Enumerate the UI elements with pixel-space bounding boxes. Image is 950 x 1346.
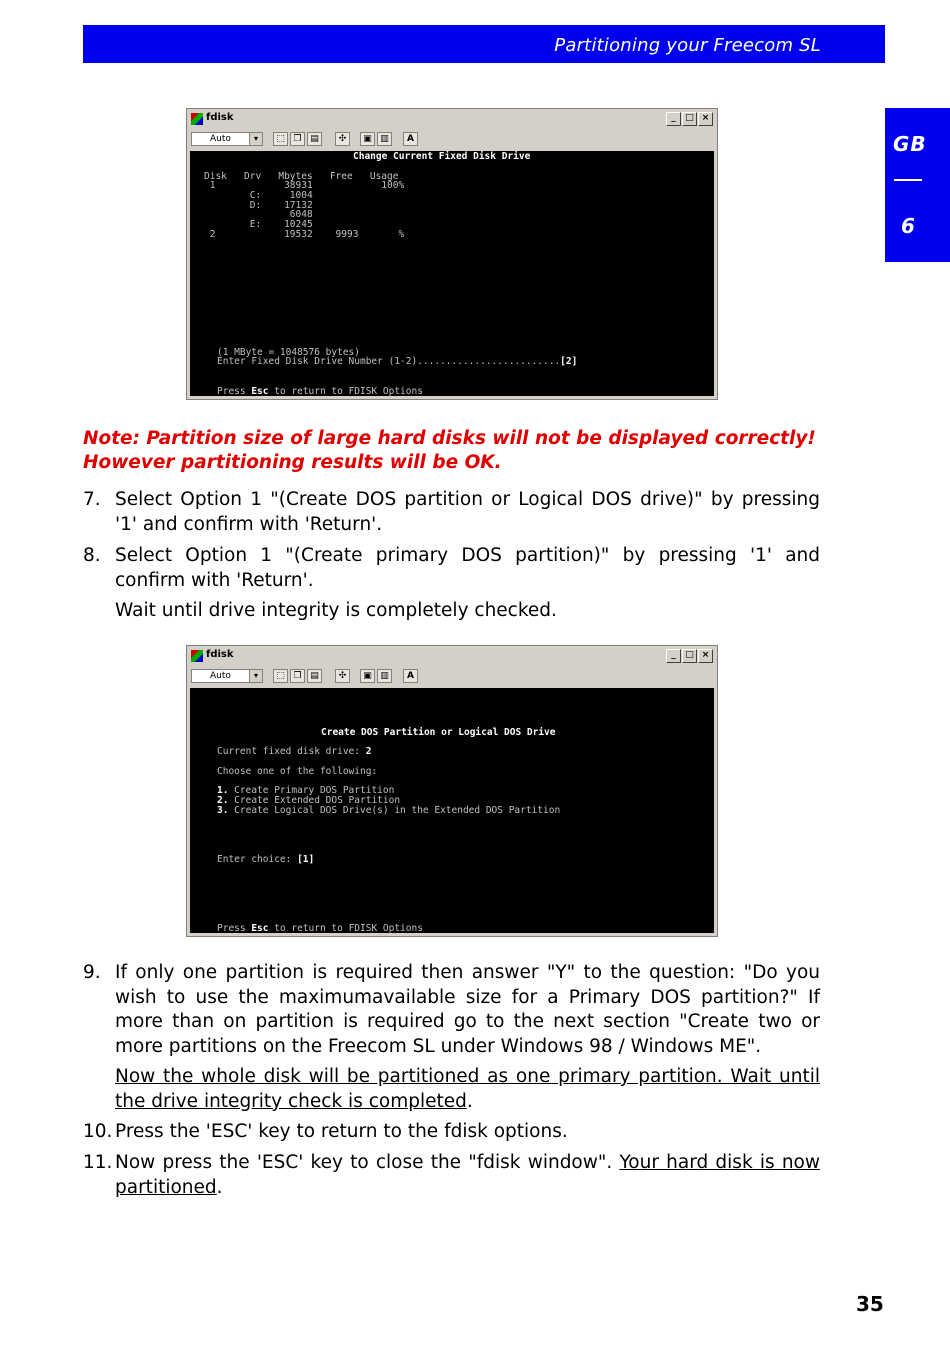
prompt-value: [2] <box>560 356 578 367</box>
window-toolbar <box>189 666 715 686</box>
step-item <box>83 961 820 1059</box>
minimize-button[interactable]: _ <box>666 112 681 126</box>
step-text: Select Option 1 "(Create DOS partition or Logical DOS drive)" by pressing '1' and confirm with 'Return'. <box>115 489 820 535</box>
step-text: Select Option 1 "(Create primary DOS partition)" by pressing '1' and confirm with 'Return'. <box>115 545 820 591</box>
console-row: D: 17132 <box>204 200 313 211</box>
copy-icon[interactable]: ❐ <box>290 132 305 146</box>
footer-key: Esc <box>251 386 269 396</box>
console-prompt <box>217 357 577 367</box>
fullscreen-icon[interactable]: ✣ <box>335 669 350 683</box>
console-row: E: 10245 <box>204 219 313 230</box>
copy-icon[interactable]: ❐ <box>290 669 305 683</box>
footer-text: Press <box>217 923 252 933</box>
dropdown-arrow-icon[interactable]: ▾ <box>249 670 262 682</box>
console-screen <box>190 688 714 933</box>
step-item <box>83 1120 820 1145</box>
option-label: Create Primary DOS Partition <box>228 785 395 796</box>
footer-text: to return to FDISK Options <box>268 386 423 396</box>
mark-icon[interactable]: ⬚ <box>273 669 288 683</box>
underlined-text: Your hard disk is now partitioned <box>115 1152 820 1198</box>
choice-prompt <box>217 855 314 865</box>
menu-option <box>217 806 560 816</box>
step-number: 10. <box>83 1121 113 1142</box>
console-heading: Create DOS Partition or Logical DOS Drive <box>321 727 556 738</box>
step-number: 7. <box>83 489 101 510</box>
prompt-text: Enter Fixed Disk Drive Number (1-2)......................... <box>217 356 561 367</box>
dropdown-arrow-icon[interactable]: ▾ <box>249 133 262 145</box>
console-screen <box>190 151 714 396</box>
step-number: 9. <box>83 962 101 983</box>
console-footer <box>217 924 423 933</box>
warning-note <box>83 427 843 475</box>
step-item <box>83 1151 820 1200</box>
maximize-button[interactable]: □ <box>682 649 697 663</box>
close-button[interactable]: × <box>698 649 713 663</box>
step-subtext: Wait until drive integrity is completely checked. <box>115 600 557 621</box>
choice-value: [1] <box>297 854 315 865</box>
choose-line: Choose one of the following: <box>217 766 378 777</box>
background-icon[interactable]: ▥ <box>377 669 392 683</box>
window-titlebar <box>189 648 715 664</box>
header-title: Partitioning your Freecom SL <box>554 35 821 56</box>
step-item <box>83 488 820 537</box>
fullscreen-icon[interactable]: ✣ <box>335 132 350 146</box>
font-size-select[interactable] <box>191 132 263 146</box>
paste-icon[interactable]: ▤ <box>307 132 322 146</box>
font-size-select[interactable] <box>191 669 263 683</box>
background-icon[interactable]: ▥ <box>377 132 392 146</box>
option-number: 1. <box>217 785 229 796</box>
step-text: If only one partition is required then answer "Y" to the question: "Do you wish to use the maximumavailable size for a Primary DOS partition?" If more than on partition is required go to the next section "Create two or more partitions on the Freecom SL under Windows 98 / Windows ME". <box>115 962 820 1057</box>
step-text-part: Now press the 'ESC' key to close the "fdisk window". <box>115 1152 620 1173</box>
tab-divider <box>894 179 922 181</box>
window-titlebar <box>189 111 715 127</box>
msdos-icon <box>191 113 203 125</box>
console-row: C: 1004 <box>204 190 313 201</box>
current-drive-line <box>217 747 371 757</box>
note-line: However partitioning results will be OK. <box>83 452 502 473</box>
step-text <box>115 1151 820 1200</box>
footer-key: Esc <box>251 923 269 933</box>
console-row: 6048 <box>204 209 313 220</box>
underlined-note: Now the whole disk will be partitioned as one primary partition. Wait until the drive integrity check is completed <box>115 1066 820 1112</box>
paste-icon[interactable]: ▤ <box>307 669 322 683</box>
mark-icon[interactable]: ⬚ <box>273 132 288 146</box>
msdos-icon <box>191 650 203 662</box>
font-button[interactable]: A <box>403 132 418 146</box>
step-item <box>83 544 820 593</box>
footer-text: Press <box>217 386 252 396</box>
minimize-button[interactable]: _ <box>666 649 681 663</box>
console-heading: Change Current Fixed Disk Drive <box>353 151 531 162</box>
step-text: Press the 'ESC' key to return to the fdisk options. <box>115 1121 568 1142</box>
step-subtext <box>115 1065 820 1114</box>
current-drive-label: Current fixed disk drive: <box>217 746 366 757</box>
step-text-end: . <box>216 1176 223 1198</box>
note-end: . <box>466 1090 473 1112</box>
font-size-value: Auto <box>210 134 231 144</box>
choice-label: Enter choice: <box>217 854 298 865</box>
language-code: GB <box>893 132 927 156</box>
step-number: 8. <box>83 545 101 566</box>
option-number: 2. <box>217 795 229 806</box>
close-button[interactable]: × <box>698 112 713 126</box>
fdisk-window-create-partition <box>186 645 718 937</box>
option-number: 3. <box>217 805 229 816</box>
mbyte-note: (1 MByte = 1048576 bytes) <box>217 347 360 358</box>
page-number: 35 <box>856 1292 884 1316</box>
chapter-tab <box>885 108 950 262</box>
properties-icon[interactable]: ▣ <box>360 669 375 683</box>
maximize-button[interactable]: □ <box>682 112 697 126</box>
option-label: Create Extended DOS Partition <box>228 795 401 806</box>
step-number: 11. <box>83 1152 113 1173</box>
chapter-number: 6 <box>901 214 915 238</box>
note-line: Note: Partition size of large hard disks will not be displayed correctly! <box>83 428 816 449</box>
header-bar <box>83 25 885 63</box>
console-row: 1 38931 100% <box>204 180 405 191</box>
font-button[interactable]: A <box>403 669 418 683</box>
window-title: fdisk <box>206 112 234 123</box>
window-toolbar <box>189 129 715 149</box>
option-label: Create Logical DOS Drive(s) in the Extended DOS Partition <box>228 805 561 816</box>
properties-icon[interactable]: ▣ <box>360 132 375 146</box>
fdisk-window-drive-select <box>186 108 718 400</box>
console-footer <box>217 387 423 396</box>
window-title: fdisk <box>206 649 234 660</box>
footer-text: to return to FDISK Options <box>268 923 423 933</box>
console-columns: Disk Drv Mbytes Free Usage <box>204 171 399 182</box>
font-size-value: Auto <box>210 671 231 681</box>
current-drive-value: 2 <box>365 746 372 757</box>
console-row: 2 19532 9993 % <box>204 229 405 240</box>
